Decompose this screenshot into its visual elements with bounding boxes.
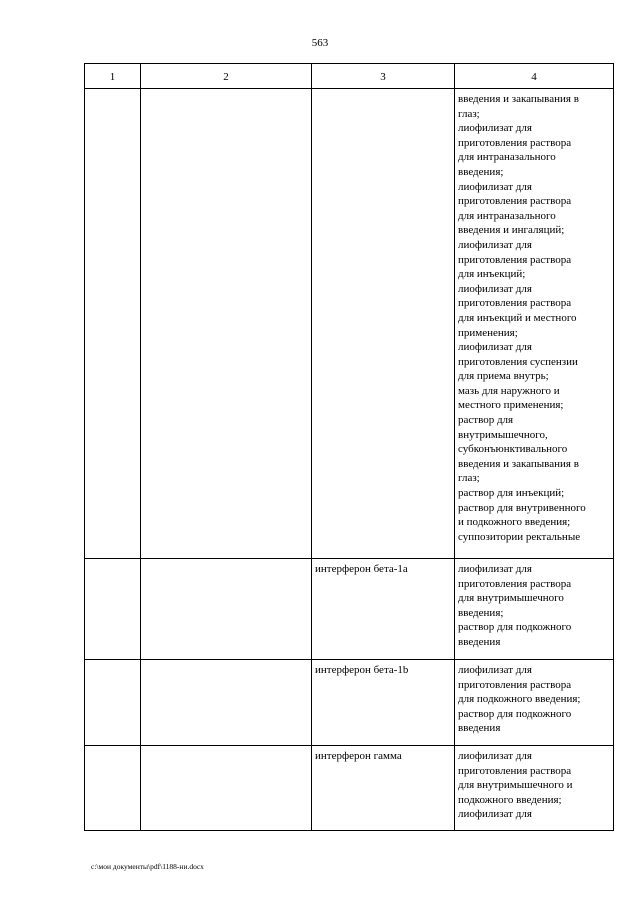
row-cell-3 (312, 89, 455, 559)
page-number: 563 (311, 37, 329, 49)
table-header-row (85, 64, 614, 89)
header-cell-3: 3 (312, 64, 455, 89)
row-cell-1 (85, 89, 141, 559)
row-cell-2 (141, 746, 312, 831)
table-row (85, 746, 614, 831)
drug-name-cell: интерферон бета-1a (312, 559, 455, 660)
header-cell-2: 2 (141, 64, 312, 89)
table-row (85, 559, 614, 660)
header-cell-4: 4 (455, 64, 614, 89)
row-cell-1 (85, 746, 141, 831)
drug-name-cell: интерферон бета-1b (312, 660, 455, 746)
drug-table (84, 63, 614, 831)
row-cell-4 (455, 89, 614, 559)
row-cell-4 (455, 559, 614, 660)
row-cell-1 (85, 660, 141, 746)
row-cell-2 (141, 559, 312, 660)
table-row (85, 89, 614, 559)
dosage-forms-text: лиофилизат для приготовления раствора для подкожного введения; раствор для подкожного введения (458, 664, 581, 735)
header-cell-1: 1 (85, 64, 141, 89)
dosage-forms-text: введения и закапывания в глаз; лиофилизат для приготовления раствора для интраназального введения; лиофилизат для приготовления раствора для интраназального введения и ингаляций; лиофилизат для приготовления раствора для инъекций; лиофилизат для приготовления раствора для инъекций и местного применения; лиофилизат для приготовления суспензии для приема внутрь; мазь для наружного и местного применения; раствор для внутримышечного, субконъюнктивального введения и закапывания в глаз; раствор для инъекций; раствор для внутривенного и подкожного введения; суппозитории ректальные (458, 93, 586, 543)
row-cell-4 (455, 660, 614, 746)
row-cell-4 (455, 746, 614, 831)
row-cell-2 (141, 89, 312, 559)
row-cell-2 (141, 660, 312, 746)
row-cell-1 (85, 559, 141, 660)
table-row (85, 660, 614, 746)
footer-file-path: c:\мои документы\pdf\1188-ни.docx (91, 862, 204, 871)
dosage-forms-text: лиофилизат для приготовления раствора для внутримышечного и подкожного введения; лиофилизат для (458, 750, 573, 821)
dosage-forms-text: лиофилизат для приготовления раствора для внутримышечного введения; раствор для подкожного введения (458, 563, 572, 648)
drug-name-cell: интерферон гамма (312, 746, 455, 831)
